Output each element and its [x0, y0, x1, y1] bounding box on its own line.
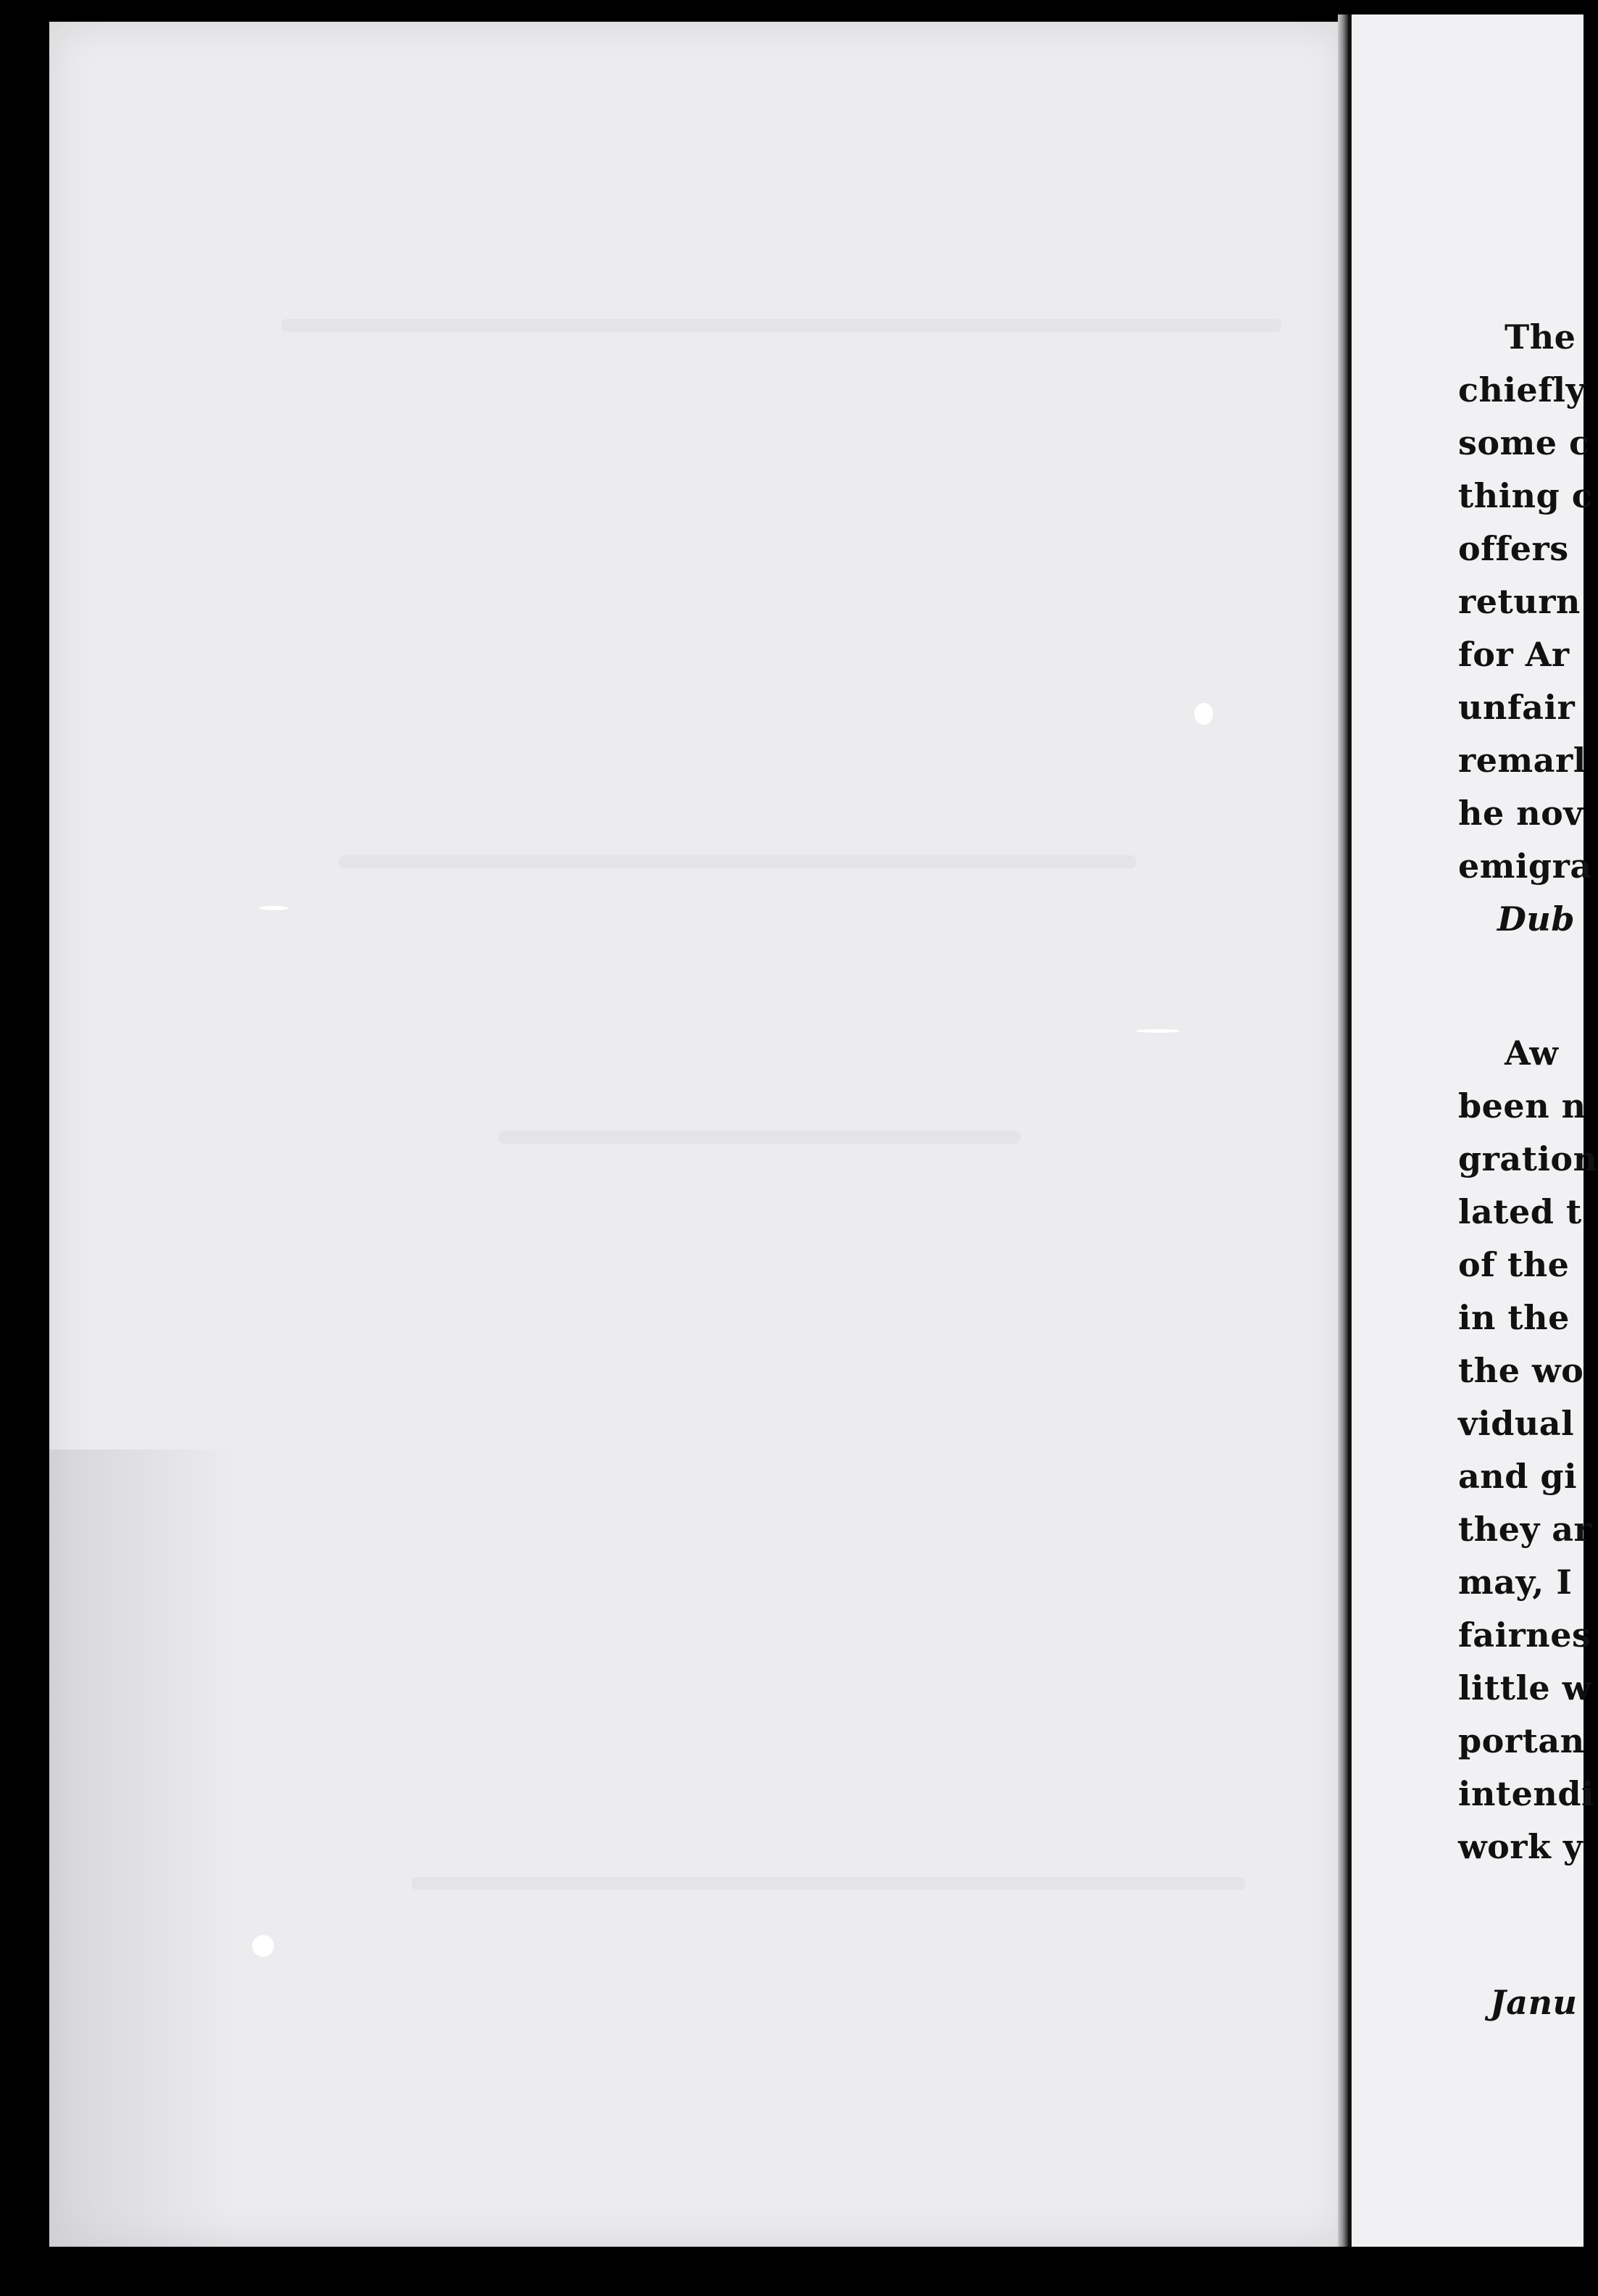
show-through-bleed — [412, 1877, 1245, 1890]
text-line: been n — [1458, 1086, 1586, 1126]
text-line: remarl — [1458, 741, 1586, 780]
text-line: in the — [1458, 1298, 1570, 1337]
show-through-bleed — [339, 855, 1136, 868]
text-line: work y — [1458, 1827, 1584, 1866]
text-line: emigra — [1458, 847, 1592, 886]
text-line: the wo — [1458, 1351, 1584, 1390]
text-line: some c — [1458, 423, 1590, 462]
show-through-bleed — [281, 319, 1281, 332]
text-line: thing c — [1458, 476, 1593, 515]
paper-speck — [259, 906, 288, 910]
text-line: fairnes — [1458, 1615, 1591, 1655]
text-line: offers — [1458, 529, 1569, 568]
text-line: may, I — [1458, 1563, 1573, 1602]
blank-left-page — [49, 22, 1348, 2247]
page-stain — [49, 1449, 238, 2247]
show-through-bleed — [499, 1131, 1020, 1144]
paper-speck — [1194, 703, 1213, 725]
book-gutter — [1338, 14, 1348, 2247]
text-line: of the — [1458, 1245, 1570, 1284]
paper-speck — [252, 1935, 274, 1957]
text-line: and gi — [1458, 1457, 1578, 1496]
text-line: he nov — [1458, 794, 1584, 833]
text-line: for Ar — [1458, 635, 1570, 674]
text-line: return — [1458, 582, 1581, 621]
text-line: intendi — [1458, 1774, 1595, 1813]
text-line: chiefly — [1458, 370, 1586, 409]
text-line: The — [1505, 317, 1576, 357]
text-line: Aw — [1505, 1033, 1559, 1073]
text-line: vidual — [1458, 1404, 1575, 1443]
text-line: lated t — [1458, 1192, 1582, 1231]
text-line: unfair — [1458, 688, 1576, 727]
text-line: gration — [1458, 1139, 1598, 1178]
text-line: they ar — [1458, 1510, 1592, 1549]
text-line: little w — [1458, 1668, 1591, 1708]
signoff-place: Dub — [1497, 899, 1575, 939]
signoff-date: Janu — [1490, 1983, 1578, 2022]
text-line: portan — [1458, 1721, 1585, 1760]
paper-speck — [1136, 1029, 1180, 1033]
